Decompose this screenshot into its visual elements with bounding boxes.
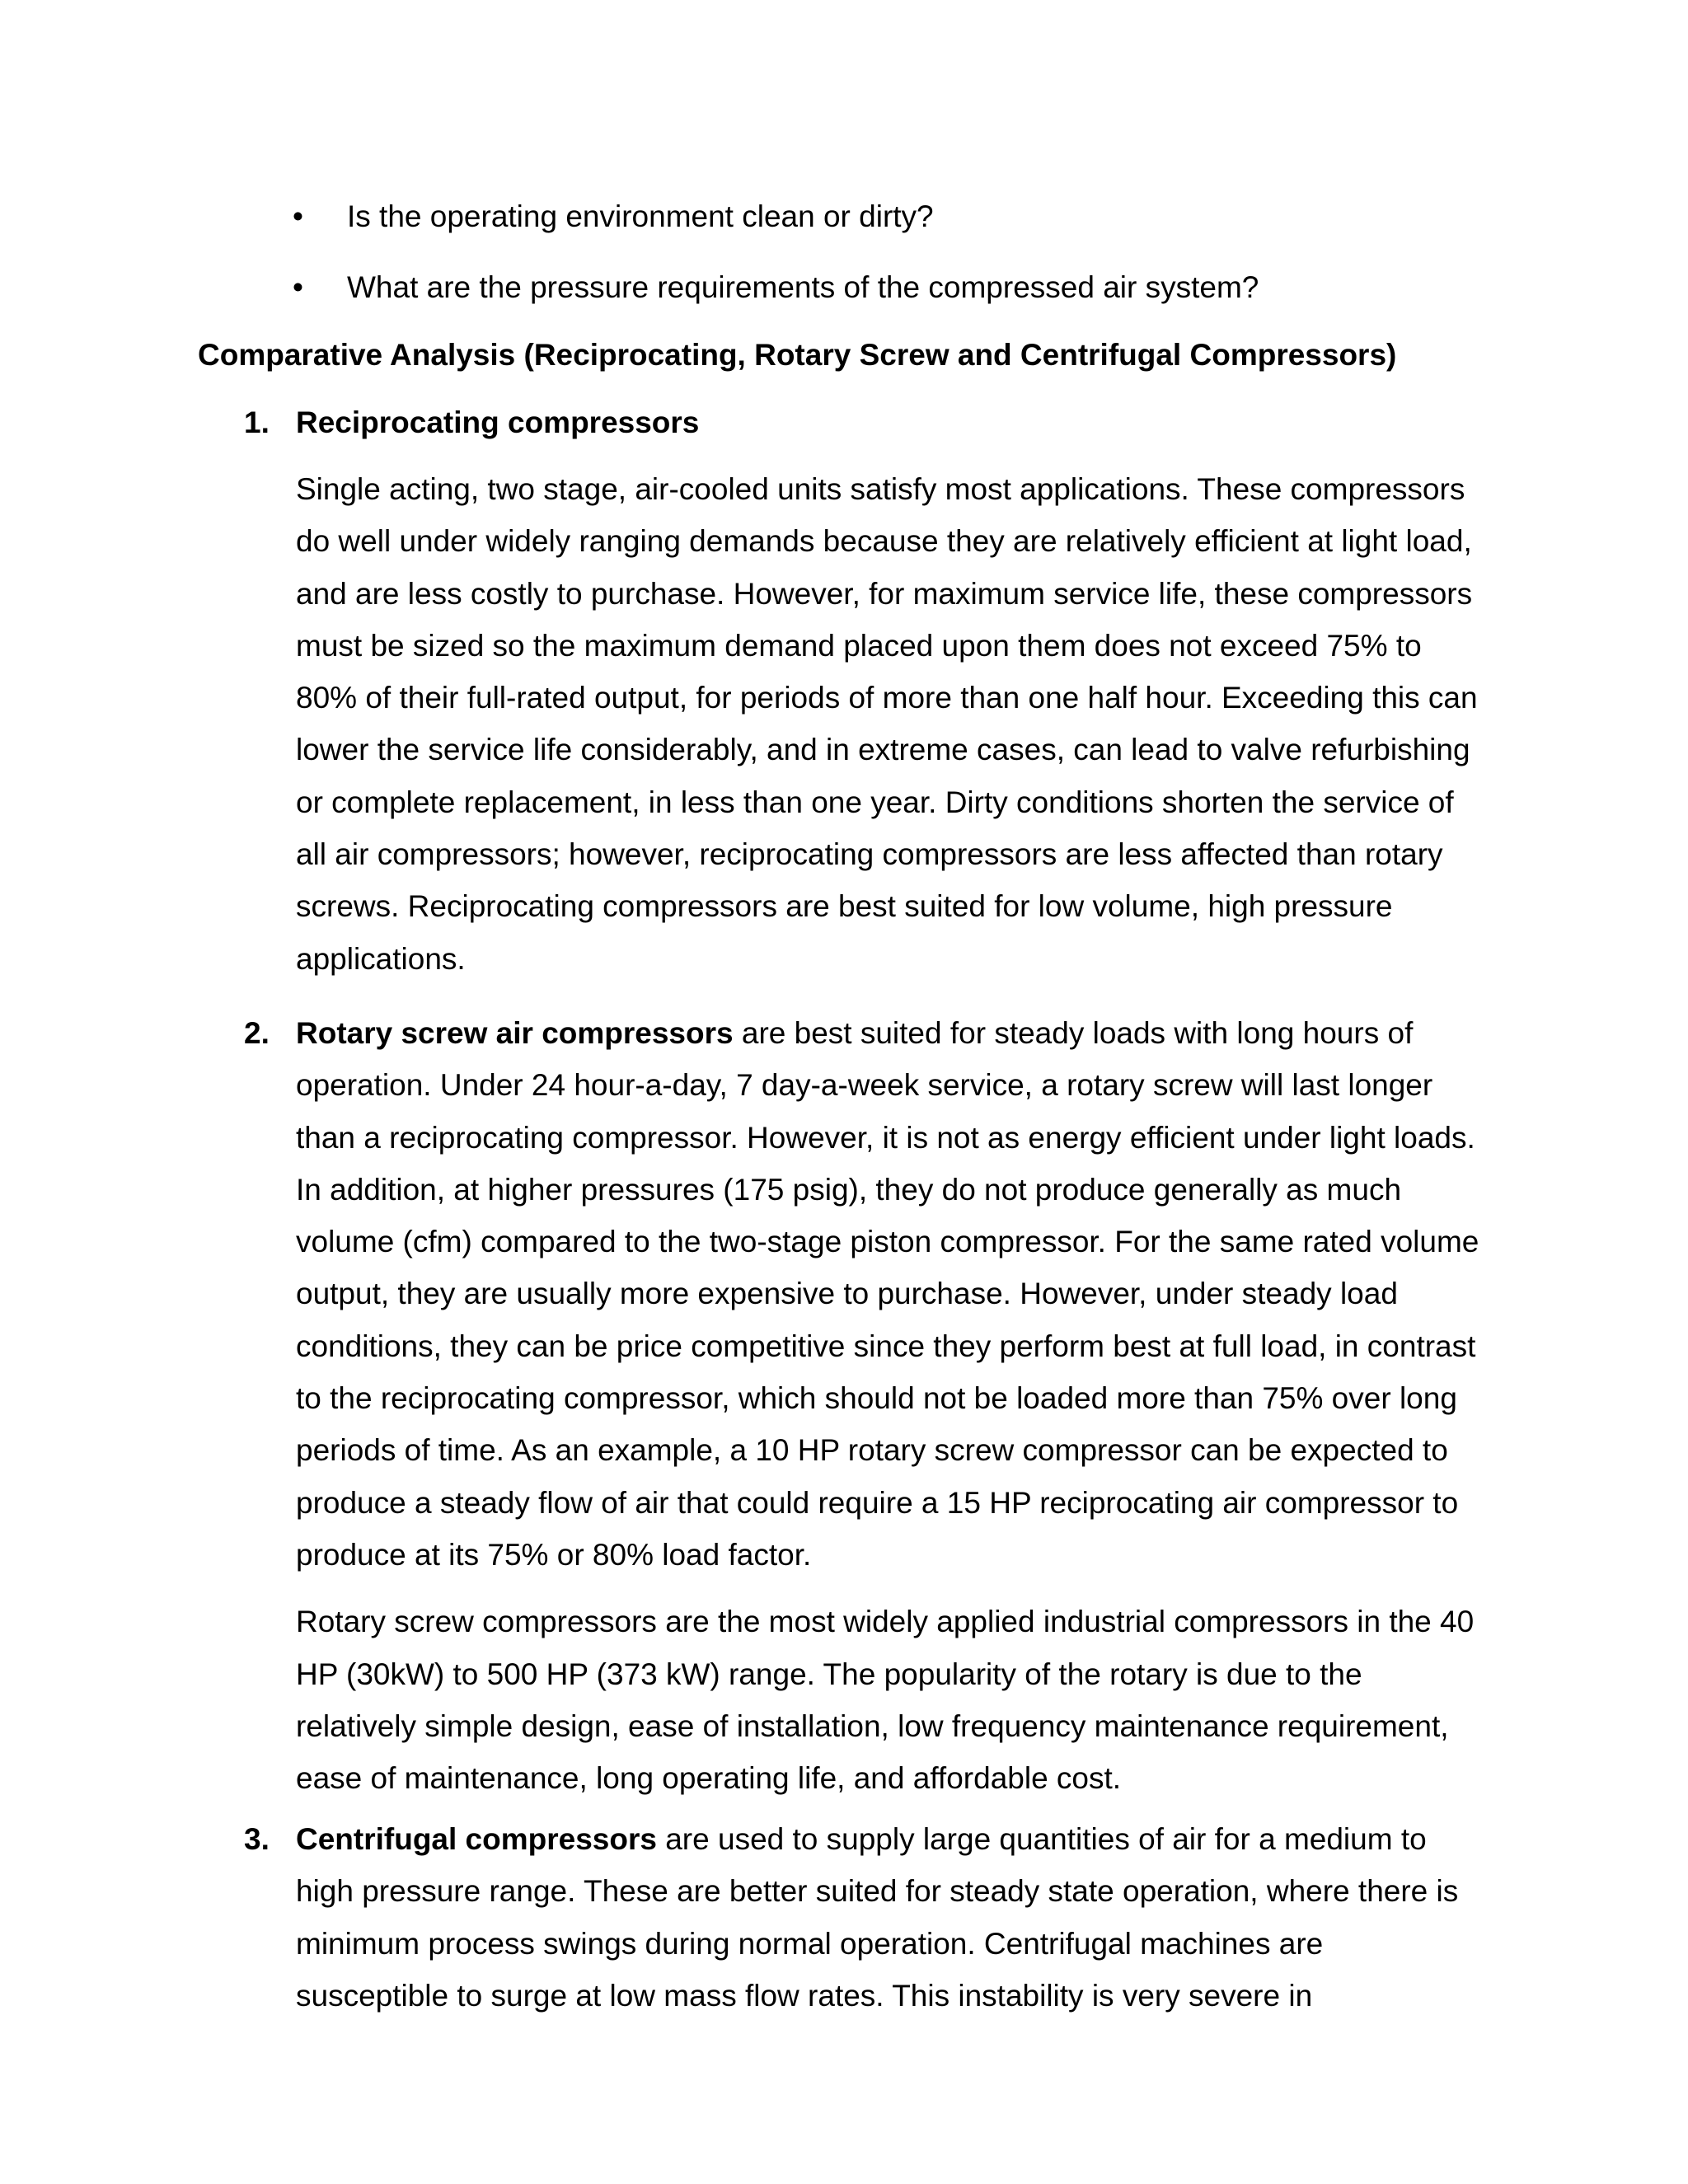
item-body: [296, 1813, 1480, 2022]
bullet-dot-icon: •: [293, 199, 303, 233]
item-number: 2.: [244, 1016, 270, 1050]
item-paragraph: [296, 1813, 1480, 2022]
numbered-item-centrifugal: [244, 1813, 1480, 2022]
bullet-dot-icon: •: [293, 270, 303, 304]
item-number: 3.: [244, 1822, 270, 1856]
item-title: Rotary screw air compressors: [296, 1016, 734, 1050]
section-heading: Comparative Analysis (Reciprocating, Rotary Screw and Centrifugal Compressors): [198, 338, 1397, 372]
item-lead-text: are used to supply large quantities of air for a medium to high pressure range. These are better suited for steady state operation, where there is minimum process swings during normal operation. Centrifugal machines are susceptible to surge at low mass flow rates. This instability is very severe in: [296, 1822, 1459, 2013]
bullet-list: [293, 198, 1259, 340]
item-number: 1.: [244, 405, 270, 439]
item-paragraph: Single acting, two stage, air-cooled units satisfy most applications. These compressors do well under widely ranging demands because they are relatively efficient at light load, and are less costly to purchase. However, for maximum service life, these compressors must be sized so the maximum demand placed upon them does not exceed 75% to 80% of their full-rated output, for periods of more than one half hour. Exceeding this can lower the service life considerably, and in extreme cases, can lead to valve refurbishing or complete replacement, in less than one year. Dirty conditions shorten the service of all air compressors; however, reciprocating compressors are less affected than rotary screws. Reciprocating compressors are best suited for low volume, high pressure applications.: [296, 472, 1478, 976]
item-paragraph: Rotary screw compressors are the most widely applied industrial compressors in the 40 HP (30kW) to 500 HP (373 kW) range. The popularity of the rotary is due to the relatively simple design, ease of installation, low frequency maintenance requirement, ease of maintenance, long operating life, and affordable cost.: [296, 1605, 1475, 1796]
item-lead-text: are best suited for steady loads with long hours of operation. Under 24 hour-a-day, 7 day-a-week service, a rotary screw will last longer than a reciprocating compressor. However, it is not as energy efficient under light loads. In addition, at higher pressures (175 psig), they do not produce generally as much volume (cfm) compared to the two-stage piston compressor. For the same rated volume output, they are usually more expensive to purchase. However, under steady load conditions, they can be price competitive since they perform best at full load, in contrast to the reciprocating compressor, which should not be loaded more than 75% over long periods of time. As an example, a 10 HP rotary screw compressor can be expected to produce a steady flow of air that could require a 15 HP reciprocating air compressor to produce at its 75% or 80% load factor.: [296, 1016, 1479, 1572]
bullet-item: [293, 198, 1259, 236]
numbered-item-rotary-screw: [244, 1007, 1480, 1804]
numbered-item-reciprocating: [244, 404, 1480, 985]
bullet-text: What are the pressure requirements of the compressed air system?: [347, 270, 1259, 304]
item-title: Centrifugal compressors: [296, 1822, 657, 1856]
bullet-text: Is the operating environment clean or dirty?: [347, 199, 934, 233]
item-body: [296, 1007, 1480, 1804]
item-paragraph: [296, 1007, 1480, 1581]
item-body: [296, 463, 1480, 985]
item-title: Reciprocating compressors: [296, 405, 700, 439]
bullet-item: [293, 269, 1259, 307]
